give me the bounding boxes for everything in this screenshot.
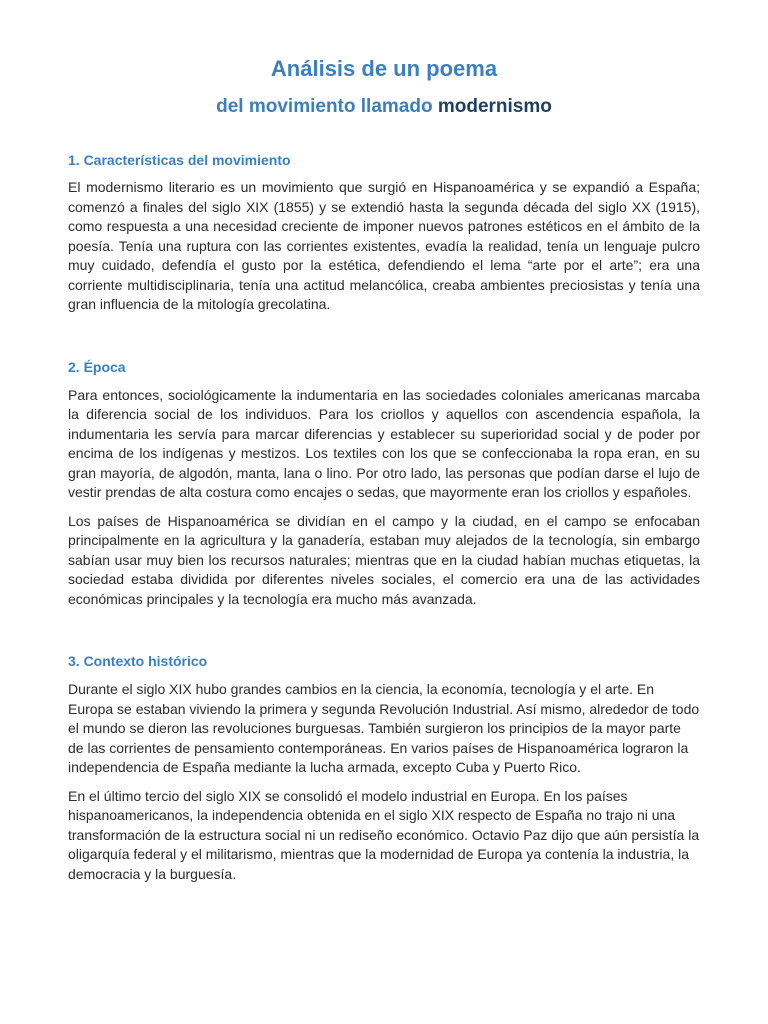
subtitle-part-1: del movimiento llamado bbox=[216, 96, 433, 117]
document-title: Análisis de un poema bbox=[270, 56, 498, 81]
paragraph-caracteristicas: El modernismo literario es un movimiento que surgió en Hispanoamérica y se expandió a España; comenzó a finales del siglo XIX (1855) y se extendió hasta la segunda década del siglo XX (1915), como respuesta a una necesidad creciente de imponer nuevos patrones estéticos en el ámbito de la poesía. Tenía una ruptura con las corrientes existentes, evadía la realidad, tenía un lenguaje pulcro muy cuidado, defendía el gusto por la estética, defendiendo el lema “arte por el arte”; era una corriente multidisciplinaria, tenía una actitud melancólica, creaba ambientes preciosistas y tenía una gran influencia de la mitología grecolatina. bbox=[68, 179, 700, 312]
section-heading-contexto-historico: 3. Contexto histórico bbox=[68, 653, 208, 669]
paragraph-epoca-1: Para entonces, sociológicamente la indumentaria en las sociedades coloniales americanas marcaba la diferencia social de los individuos. Para los criollos y aquellos con ascendencia española, la indumentaria les servía para marcar diferencias y establecer su superioridad social y de poder por encima de los indígenas y mestizos. Los textiles con los que se confeccionaba la ropa eran, en su gran mayoría, de algodón, manta, lana o lino. Por otro lado, las personas que podían darse el lujo de vestir prendas de alta costura como encajes o sedas, que mayormente eran los criollos y españoles. bbox=[68, 386, 700, 500]
paragraph-epoca-2: Los países de Hispanoamérica se dividían en el campo y la ciudad, en el campo se enfocaban principalmente en la agricultura y la ganadería, estaban muy alejados de la tecnología, sin embargo sabían usar muy bien los recursos naturales; mientras que en la ciudad habían muchas etiquetas, la sociedad estaba dividida por diferentes niveles sociales, el comercio era una de las actividades económicas principales y la tecnología era mucho más avanzada. bbox=[68, 512, 700, 607]
section-heading-epoca: 2. Época bbox=[68, 358, 126, 375]
paragraph-contexto-2: En el último tercio del siglo XIX se consolidó el modelo industrial en Europa. En los países hispanoamericanos, la independencia obtenida en el siglo XIX respecto de España no trajo ni una transformación de la estructura social ni un rediseño económico. Octavio Paz dijo que aún persistía la oligarquía federal y el militarismo, mientras que la modernidad de Europa ya contenía la industria, la democracia y la burguesía. bbox=[68, 787, 700, 882]
paragraph-contexto-1: Durante el siglo XIX hubo grandes cambios en la ciencia, la economía, tecnología y el arte. En Europa se estaban viviendo la primera y segunda Revolución Industrial. Así mismo, alrededor de todo el mundo se dieron las revoluciones burguesas. También surgieron los principios de la mayor parte de las corrientes de pensamiento contemporáneas. En varios países de Hispanoamérica lograron la independencia de España mediante la lucha armada, excepto Cuba y Puerto Rico. bbox=[68, 681, 700, 775]
document-subtitle bbox=[68, 94, 700, 120]
subtitle-part-2: modernismo bbox=[437, 96, 552, 117]
section-heading-caracteristicas: 1. Características del movimiento bbox=[68, 152, 291, 168]
